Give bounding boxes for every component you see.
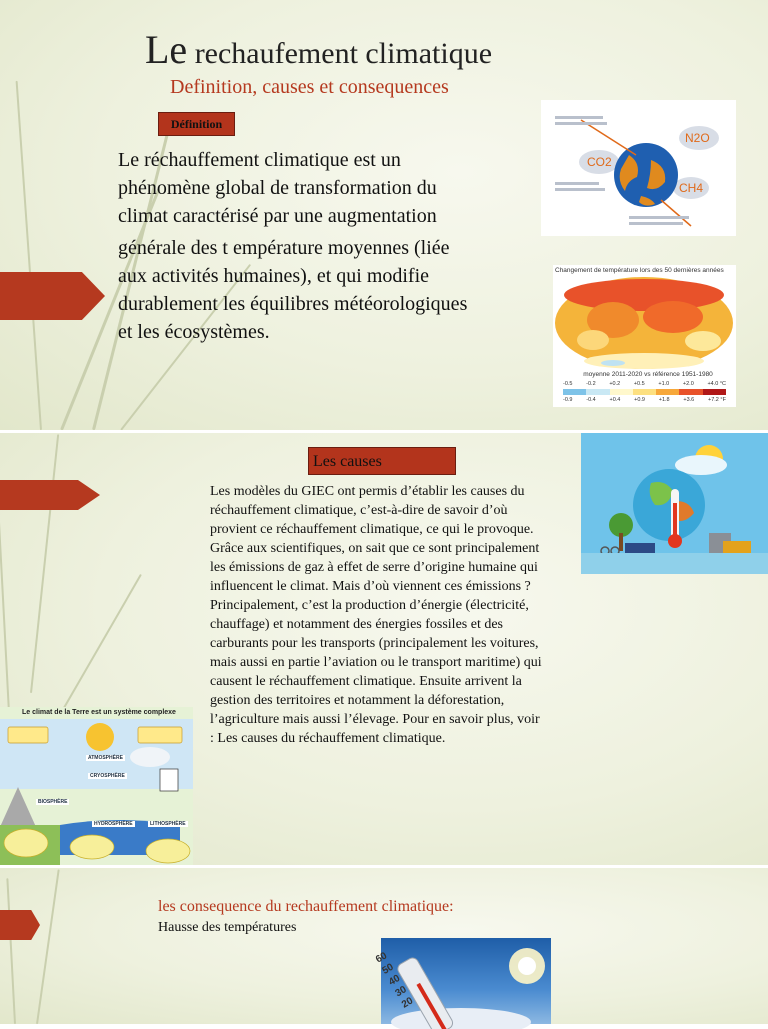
page-title [145,26,492,73]
label-hydrosphere: HYDROSPHÈRE [94,821,133,827]
title-first-word: Le [145,27,188,72]
causes-tag: Les causes [308,447,456,475]
label-biosphere: BIOSPHÈRE [38,799,68,805]
causes-line: les émissions de gaz à effet de serre d’origine humaine qui [210,560,538,575]
causes-line: causent le réchauffement climatique. Ensuite arrivent la [210,674,522,689]
page-subtitle: Definition, causes et consequences [170,76,449,98]
legend-tick: +0.9 [634,397,645,403]
thermometer-sky-photo [373,938,551,1024]
thermometer-number: 40 [386,972,403,989]
map-caption: Changement de température lors des 50 dernières années [555,267,724,274]
decorative-stem [16,81,42,430]
causes-line: : Les causes du réchauffement climatique. [210,731,446,746]
n2o-label: N2O [685,131,710,145]
title-rest: rechaufement climatique [194,37,493,70]
thermometer-number: 20 [399,995,416,1011]
causes-line: mais aussi en partie l’aviation ou le transport maritime) qui [210,655,542,670]
map-color-scale [563,389,726,395]
map-legend-title: moyenne 2011-2020 vs référence 1951-1980 [583,371,713,378]
label-atmosphere: ATMOSPHÈRE [88,755,123,761]
legend-tick: +0.5 [633,381,645,387]
causes-line: Les modèles du GIEC ont permis d’établir les causes du [210,484,525,499]
co2-label: CO2 [587,155,612,169]
legend-tick: +4.0 °C [707,381,726,387]
consequences-subheading: Hausse des températures [158,920,297,935]
legend-tick: +0.2 [609,381,621,387]
definition-line: générale des t empérature moyennes (liée [118,237,450,259]
causes-text [210,482,592,748]
definition-line: phénomène global de transformation du [118,177,437,199]
definition-line: et les écosystèmes. [118,321,270,343]
legend-tick: -0.4 [586,397,596,403]
definition-line: aux activités humaines), et qui modifie [118,265,430,287]
legend-tick: +2.0 [682,381,694,387]
diagram-title: Le climat de la Terre est un système complexe [22,709,176,716]
definition-line: durablement les équilibres météorologiques [118,293,468,315]
causes-line: l’agriculture mais aussi l’élevage. Pour en savoir plus, voir [210,712,540,727]
map-legend-celsius [563,381,726,387]
climate-system-diagram [0,707,193,865]
causes-line: chauffage) et notamment des énergies fossiles et des [210,617,503,632]
legend-tick: +3.6 [683,397,695,403]
legend-tick: -0.2 [586,381,596,387]
greenhouse-figure [541,100,736,236]
arrow-marker [0,480,100,510]
label-lithosphere: LITHOSPHÈRE [150,821,186,827]
legend-tick: -0.5 [563,381,573,387]
slide-causes [0,433,768,865]
decorative-stem [60,574,142,714]
earth-thermometer-illustration [581,433,768,574]
definition-line: Le réchauffement climatique est un [118,149,401,171]
temperature-map-figure [553,265,736,407]
causes-line: Grâce aux scientifiques, on sait que ce sont principalement [210,541,540,556]
label-cryosphere: CRYOSPHÈRE [90,773,125,779]
causes-line: carburants pour les transports (principalement les voitures, [210,636,539,651]
causes-line: provient ce réchauffement climatique, ce qui le provoque. [210,522,534,537]
legend-tick: +7.2 °F [708,397,726,403]
legend-tick: +1.0 [658,381,670,387]
legend-tick: -0.9 [563,397,573,403]
thermometer-number: 50 [380,961,396,977]
thermometer-number: 60 [373,950,390,966]
causes-line: influencent le climat. Mais d’où viennent ces émissions ? [210,579,531,594]
arrow-marker [0,272,105,320]
ch4-label: CH4 [679,181,704,195]
definition-text [118,146,523,346]
consequences-heading: les consequence du rechauffement climatique: [158,898,454,915]
definition-line: climat caractérisé par une augmentation [118,205,437,227]
causes-line: réchauffement climatique, c’est-à-dire de savoir d’où [210,503,508,518]
arrow-marker [0,910,40,940]
slide-definition [0,0,768,430]
thermometer-number: 30 [393,984,409,1000]
decorative-stem [30,434,59,693]
decorative-stem [36,869,60,1024]
causes-line: gestion des territoires et notamment la déforestation, [210,693,505,708]
legend-tick: +1.8 [658,397,670,403]
legend-tick: +0.4 [609,397,621,403]
map-legend-fahrenheit [563,397,726,403]
decorative-stem [6,878,16,1024]
causes-line: Principalement, c’est la production d’énergie (électricité, [210,598,529,613]
definition-tag: Définition [158,112,235,136]
slide-consequences [0,868,768,1024]
